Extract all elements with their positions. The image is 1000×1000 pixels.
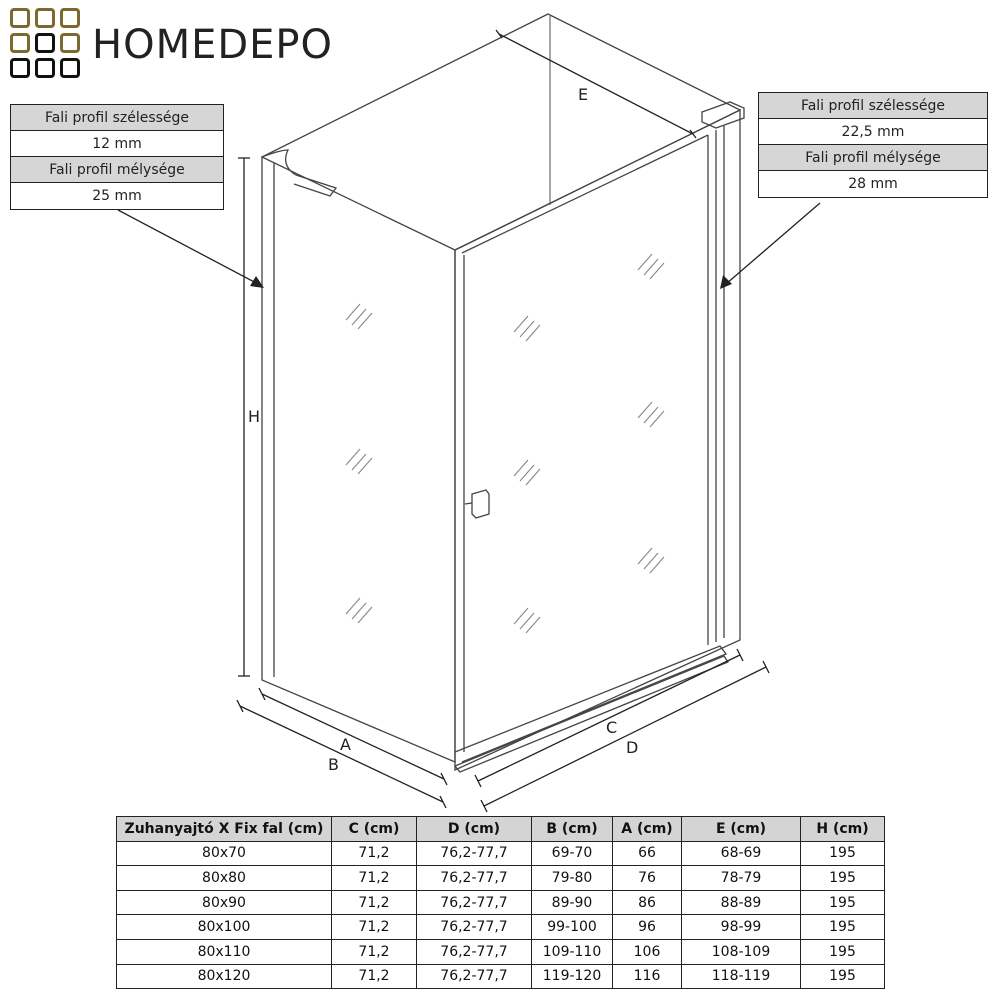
right-profile-spec-box — [758, 92, 988, 198]
header-d: D (cm) — [417, 817, 532, 842]
cell: 76,2-77,7 — [417, 915, 532, 940]
dimension-label-a: A — [340, 735, 351, 754]
dimension-label-h: H — [248, 407, 261, 426]
cell: 71,2 — [332, 939, 417, 964]
cell: 76 — [613, 866, 682, 891]
cell: 98-99 — [682, 915, 801, 940]
cell: 99-100 — [532, 915, 613, 940]
cell: 71,2 — [332, 915, 417, 940]
cell: 76,2-77,7 — [417, 939, 532, 964]
header-b: B (cm) — [532, 817, 613, 842]
logo-tile — [60, 58, 80, 78]
left-profile-width-value: 12 mm — [11, 131, 223, 157]
table-row — [117, 866, 885, 891]
dimension-label-b: B — [328, 755, 339, 774]
cell: 71,2 — [332, 841, 417, 866]
logo-tile — [60, 33, 80, 53]
brand-name-home: HOME — [92, 22, 218, 68]
cell: 80x80 — [117, 866, 332, 891]
left-profile-spec-box — [10, 104, 224, 210]
cell: 195 — [801, 915, 885, 940]
logo-tile — [10, 8, 30, 28]
cell: 195 — [801, 939, 885, 964]
cell: 71,2 — [332, 964, 417, 989]
cell: 119-120 — [532, 964, 613, 989]
cell: 76,2-77,7 — [417, 841, 532, 866]
table-row — [117, 890, 885, 915]
table-row — [117, 964, 885, 989]
header-e: E (cm) — [682, 817, 801, 842]
cell: 66 — [613, 841, 682, 866]
cell: 71,2 — [332, 890, 417, 915]
table-header-row — [117, 817, 885, 842]
logo-tile — [10, 33, 30, 53]
table-row — [117, 939, 885, 964]
dimension-label-d: D — [626, 738, 639, 757]
cell: 106 — [613, 939, 682, 964]
left-profile-depth-label: Fali profil mélysége — [11, 157, 223, 183]
header-size: Zuhanyajtó X Fix fal (cm) — [117, 817, 332, 842]
cell: 78-79 — [682, 866, 801, 891]
right-profile-width-label: Fali profil szélessége — [759, 93, 987, 119]
cell: 195 — [801, 866, 885, 891]
cell: 76,2-77,7 — [417, 964, 532, 989]
brand-name-depo: DEPO — [217, 22, 334, 68]
table-row — [117, 841, 885, 866]
cell: 195 — [801, 841, 885, 866]
brand-name — [92, 22, 333, 68]
right-profile-depth-label: Fali profil mélysége — [759, 145, 987, 171]
left-profile-width-label: Fali profil szélessége — [11, 105, 223, 131]
cell: 68-69 — [682, 841, 801, 866]
cell: 80x90 — [117, 890, 332, 915]
left-profile-depth-value: 25 mm — [92, 188, 142, 204]
logo-tile — [60, 8, 80, 28]
cell: 76,2-77,7 — [417, 866, 532, 891]
cell: 195 — [801, 964, 885, 989]
table-row — [117, 915, 885, 940]
cell: 69-70 — [532, 841, 613, 866]
dimension-label-e: E — [578, 85, 589, 104]
dimensions-table — [116, 816, 885, 989]
cell: 76,2-77,7 — [417, 890, 532, 915]
cell: 108-109 — [682, 939, 801, 964]
dimension-label-c: C — [606, 718, 618, 737]
header-c: C (cm) — [332, 817, 417, 842]
cell: 80x120 — [117, 964, 332, 989]
right-profile-depth-value: 28 mm — [848, 176, 898, 192]
logo-tile — [35, 33, 55, 53]
cell: 195 — [801, 890, 885, 915]
cell: 109-110 — [532, 939, 613, 964]
cell: 116 — [613, 964, 682, 989]
logo-tile — [10, 58, 30, 78]
right-profile-width-value: 22,5 mm — [759, 119, 987, 145]
cell: 86 — [613, 890, 682, 915]
cell: 80x100 — [117, 915, 332, 940]
cell: 96 — [613, 915, 682, 940]
cell: 71,2 — [332, 866, 417, 891]
cell: 89-90 — [532, 890, 613, 915]
logo-tile — [35, 8, 55, 28]
cell: 79-80 — [532, 866, 613, 891]
cell: 88-89 — [682, 890, 801, 915]
logo-tile — [35, 58, 55, 78]
header-a: A (cm) — [613, 817, 682, 842]
cell: 118-119 — [682, 964, 801, 989]
brand-logo-icon — [10, 8, 80, 78]
header-h: H (cm) — [801, 817, 885, 842]
cell: 80x110 — [117, 939, 332, 964]
cell: 80x70 — [117, 841, 332, 866]
